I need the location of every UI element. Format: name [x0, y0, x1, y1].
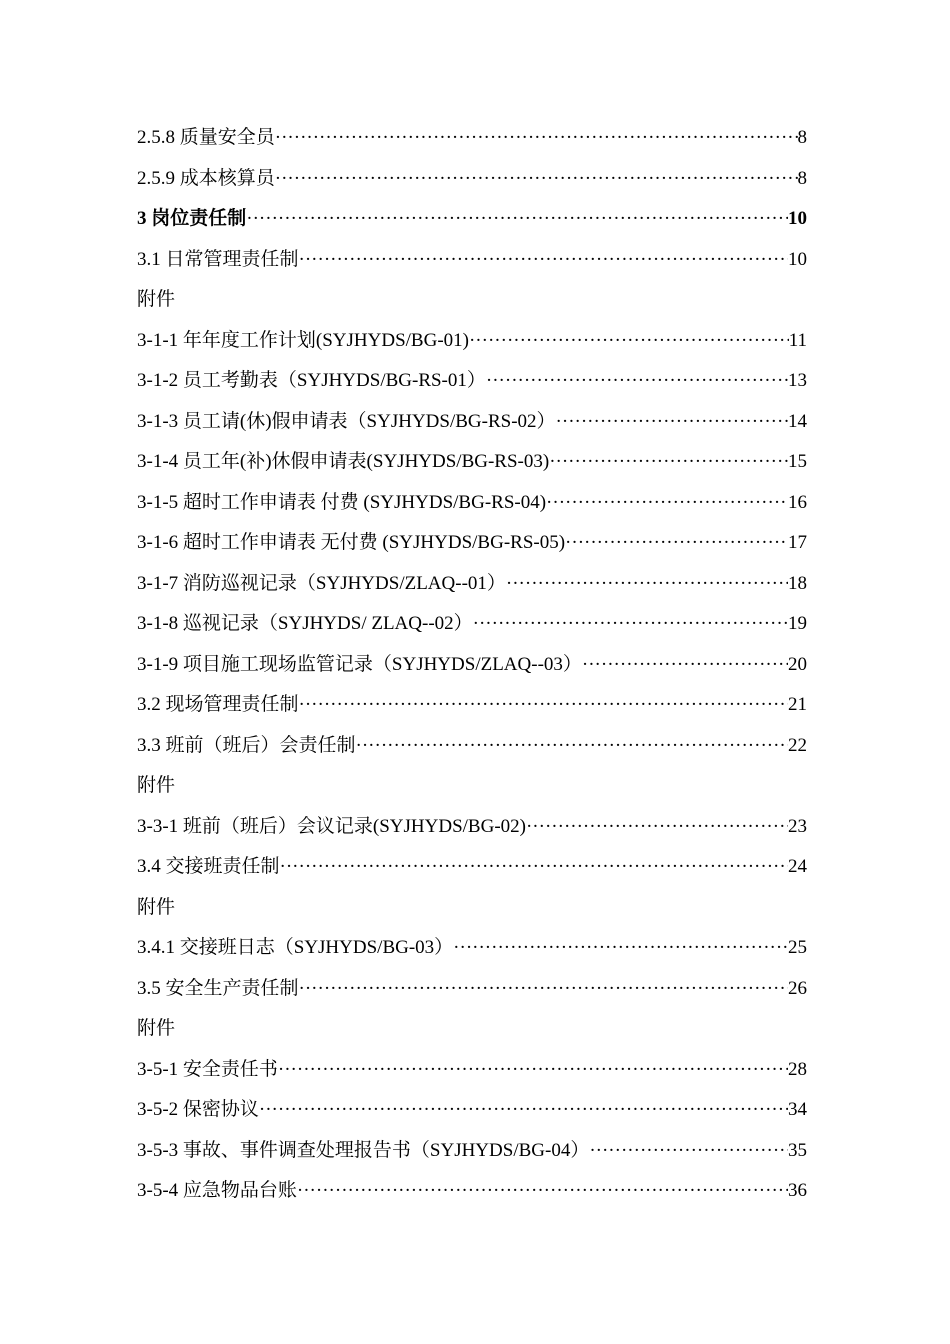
toc-entry-title: 3 岗位责任制 — [137, 208, 247, 229]
toc-entry[interactable] — [137, 280, 807, 321]
toc-entry-title: 附件 — [137, 1018, 176, 1039]
toc-entry-title: 附件 — [137, 896, 176, 918]
toc-dot-leader — [469, 321, 789, 362]
toc-page-number: 19 — [788, 613, 807, 634]
toc-entry[interactable] — [137, 442, 807, 483]
toc-entry[interactable] — [137, 969, 807, 1010]
toc-dot-leader — [453, 928, 788, 969]
toc-dot-leader — [589, 1131, 788, 1172]
toc-entry-title: 3-3-1 班前（班后）会议记录(SYJHYDS/BG-02) — [137, 815, 526, 837]
toc-entry[interactable] — [137, 928, 807, 969]
toc-dot-leader — [473, 604, 788, 645]
toc-entry[interactable] — [137, 199, 807, 240]
toc-entry-title: 3-5-1 安全责任书 — [137, 1058, 278, 1080]
toc-entry-title: 附件 — [137, 289, 176, 310]
toc-page-number: 24 — [788, 856, 807, 877]
toc-entry[interactable] — [137, 402, 807, 443]
toc-dot-leader — [526, 807, 788, 848]
toc-page-number: 21 — [788, 694, 807, 715]
toc-dot-leader — [259, 1090, 788, 1131]
toc-page-number: 16 — [788, 491, 807, 513]
toc-entry[interactable] — [137, 645, 807, 686]
toc-entry[interactable] — [137, 1131, 807, 1172]
toc-entry-title: 3-1-2 员工考勤表（SYJHYDS/BG-RS-01） — [137, 370, 486, 391]
toc-entry-title: 3-5-2 保密协议 — [137, 1099, 259, 1120]
toc-entry[interactable] — [137, 1009, 807, 1050]
toc-entry[interactable] — [137, 240, 807, 281]
toc-dot-leader — [299, 685, 788, 726]
toc-dot-leader — [356, 726, 788, 767]
toc-dot-leader — [275, 159, 798, 200]
toc-dot-leader — [278, 1050, 788, 1091]
toc-entry[interactable] — [137, 888, 807, 929]
toc-page-number: 10 — [788, 248, 807, 270]
toc-entry[interactable] — [137, 726, 807, 767]
toc-page-number: 15 — [788, 451, 807, 472]
toc-entry[interactable] — [137, 118, 807, 159]
toc-entry-title: 3-5-4 应急物品台账 — [137, 1180, 297, 1201]
toc-page-number: 8 — [797, 167, 807, 189]
toc-dot-leader — [280, 847, 788, 888]
toc-entry[interactable] — [137, 847, 807, 888]
toc-entry[interactable] — [137, 766, 807, 807]
toc-dot-leader — [546, 483, 788, 524]
toc-entry[interactable] — [137, 1090, 807, 1131]
toc-entry-title: 3-1-3 员工请(休)假申请表（SYJHYDS/BG-RS-02） — [137, 410, 556, 432]
toc-entry[interactable] — [137, 1171, 807, 1212]
toc-dot-leader — [549, 442, 788, 483]
toc-page-number: 17 — [788, 532, 807, 553]
toc-entry[interactable] — [137, 483, 807, 524]
toc-dot-leader — [275, 118, 798, 159]
toc-page-number: 14 — [788, 410, 807, 432]
toc-entry-title: 3.1 日常管理责任制 — [137, 248, 299, 270]
toc-page-number: 25 — [788, 937, 807, 958]
toc-entry[interactable] — [137, 1050, 807, 1091]
toc-entry-title: 3.4 交接班责任制 — [137, 856, 280, 877]
toc-entry-title: 3.4.1 交接班日志（SYJHYDS/BG-03） — [137, 937, 454, 958]
toc-entry-title: 3-1-8 巡视记录（SYJHYDS/ ZLAQ--02） — [137, 613, 473, 634]
toc-page-number: 36 — [788, 1180, 807, 1201]
toc-entry[interactable] — [137, 159, 807, 200]
toc-entry-title: 3-1-1 年年度工作计划(SYJHYDS/BG-01) — [137, 329, 469, 351]
toc-dot-leader — [556, 402, 788, 443]
toc-page-number: 28 — [788, 1058, 807, 1080]
toc-entry-title: 3-1-7 消防巡视记录（SYJHYDS/ZLAQ--01） — [137, 572, 506, 594]
toc-page-number: 8 — [797, 127, 807, 148]
toc-page-number: 22 — [788, 734, 807, 756]
toc-page-number: 20 — [788, 653, 807, 675]
toc-entry[interactable] — [137, 685, 807, 726]
toc-entry-title: 3.2 现场管理责任制 — [137, 694, 299, 715]
toc-dot-leader — [297, 1171, 788, 1212]
toc-entry-title: 3-1-6 超时工作申请表 无付费 (SYJHYDS/BG-RS-05) — [137, 532, 566, 553]
toc-page-number: 10 — [788, 208, 807, 229]
toc-dot-leader — [582, 645, 788, 686]
toc-page-number: 18 — [788, 572, 807, 594]
toc-entry[interactable] — [137, 321, 807, 362]
toc-page-number: 34 — [788, 1099, 807, 1120]
toc-entry[interactable] — [137, 604, 807, 645]
toc-page-number: 26 — [788, 977, 807, 999]
toc-dot-leader — [565, 523, 788, 564]
toc-entry[interactable] — [137, 523, 807, 564]
toc-dot-leader — [299, 240, 788, 281]
toc-page-number: 11 — [788, 329, 807, 351]
toc-page-number: 13 — [788, 370, 807, 391]
toc-dot-leader — [486, 361, 788, 402]
toc-dot-leader — [299, 969, 788, 1010]
toc-entry-title: 3.3 班前（班后）会责任制 — [137, 734, 356, 756]
toc-entry-title: 3-1-5 超时工作申请表 付费 (SYJHYDS/BG-RS-04) — [137, 491, 547, 513]
toc-page-number: 23 — [788, 815, 807, 837]
toc-entry-title: 3-1-4 员工年(补)休假申请表(SYJHYDS/BG-RS-03) — [137, 451, 550, 472]
toc-entry[interactable] — [137, 564, 807, 605]
toc-entry[interactable] — [137, 361, 807, 402]
table-of-contents — [137, 118, 807, 1212]
toc-page-number: 35 — [788, 1139, 807, 1161]
toc-entry-title: 2.5.8 质量安全员 — [137, 127, 275, 148]
toc-entry-title: 3-1-9 项目施工现场监管记录（SYJHYDS/ZLAQ--03） — [137, 653, 582, 675]
toc-entry-title: 2.5.9 成本核算员 — [137, 167, 275, 189]
toc-entry[interactable] — [137, 807, 807, 848]
toc-entry-title: 3.5 安全生产责任制 — [137, 977, 299, 999]
toc-entry-title: 附件 — [137, 775, 176, 796]
toc-dot-leader — [246, 199, 788, 240]
toc-dot-leader — [506, 564, 788, 605]
toc-entry-title: 3-5-3 事故、事件调查处理报告书（SYJHYDS/BG-04） — [137, 1139, 590, 1161]
